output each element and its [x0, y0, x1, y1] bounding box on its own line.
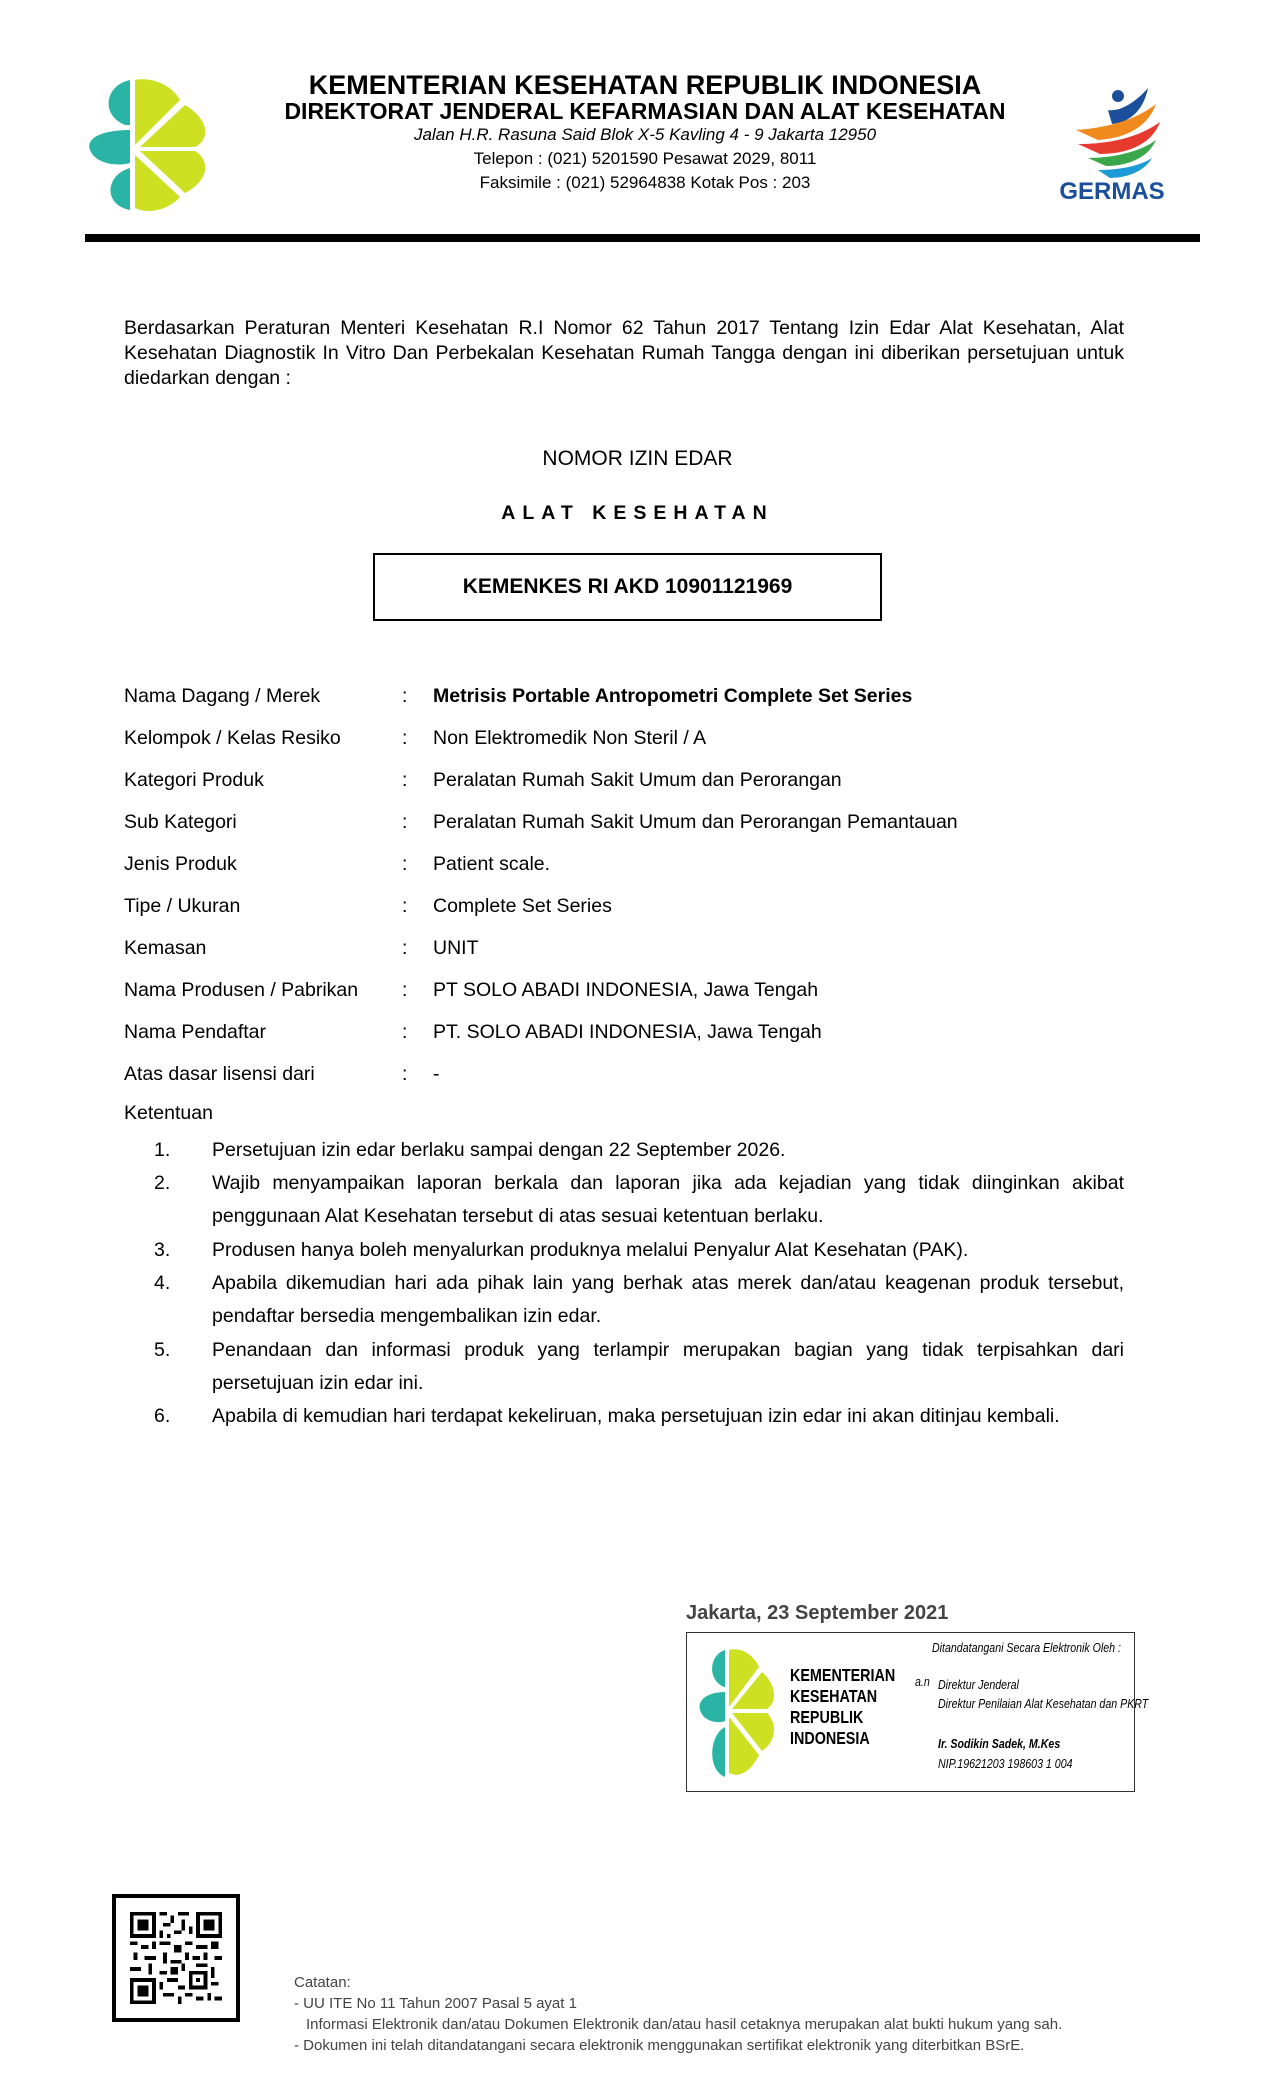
org-line: KEMENTERIAN [790, 1665, 896, 1685]
an-label: a.n [915, 1675, 930, 1689]
field-row [124, 1017, 1124, 1047]
field-colon: : [402, 1021, 408, 1043]
field-label: Atas dasar lisensi dari [124, 1063, 315, 1085]
field-value: PT SOLO ABADI INDONESIA, Jawa Tengah [433, 979, 819, 1001]
field-label: Nama Pendaftar [124, 1021, 266, 1043]
condition-number: 5. [154, 1339, 171, 1361]
field-label: Kategori Produk [124, 769, 264, 791]
condition-number: 1. [154, 1139, 171, 1161]
field-row [124, 723, 1124, 753]
field-value: PT. SOLO ABADI INDONESIA, Jawa Tengah [433, 1021, 822, 1043]
signer-name: Ir. Sodikin Sadek, M.Kes [938, 1737, 1061, 1751]
field-row [124, 891, 1124, 921]
field-colon: : [402, 853, 408, 875]
org-line: INDONESIA [790, 1728, 870, 1748]
field-label: Nama Dagang / Merek [124, 685, 321, 707]
notes-title: Catatan: [294, 1974, 351, 1991]
kemenkes-logo [85, 75, 215, 215]
registration-number-box [373, 553, 882, 621]
notes-line: Informasi Elektronik dan/atau Dokumen Elektronik dan/atau hasil cetaknya merupakan alat bukti hukum yang sah. [306, 2016, 1063, 2033]
notes-line: - Dokumen ini telah ditandatangani secara elektronik menggunakan sertifikat elektronik yang diterbitkan BSrE. [294, 2037, 1025, 2054]
field-value: Complete Set Series [433, 895, 612, 917]
field-row [124, 807, 1124, 837]
nomor-izin-title: NOMOR IZIN EDAR [542, 447, 733, 470]
field-row [124, 765, 1124, 795]
field-label: Nama Produsen / Pabrikan [124, 979, 359, 1001]
field-value: - [433, 1063, 440, 1085]
qr-code[interactable] [112, 1894, 240, 2022]
notes-line: - UU ITE No 11 Tahun 2007 Pasal 5 ayat 1 [294, 1995, 577, 2012]
condition-text: Penandaan dan informasi produk yang terlampir merupakan bagian yang tidak terpisahkan dari persetujuan izin edar ini. [212, 1339, 1124, 1394]
position-line1: Direktur Jenderal [938, 1678, 1019, 1692]
field-colon: : [402, 937, 408, 959]
condition-text: Apabila di kemudian hari terdapat kekeliruan, maka persetujuan izin edar ini akan ditinjau kembali. [212, 1405, 1060, 1427]
field-colon: : [402, 1063, 408, 1085]
field-row [124, 849, 1124, 879]
field-label: Tipe / Ukuran [124, 895, 241, 917]
intro-paragraph: Berdasarkan Peraturan Menteri Kesehatan R.I Nomor 62 Tahun 2017 Tentang Izin Edar Alat Kesehatan, Alat Kesehatan Diagnostik In Vitro Dan Perbekalan Kesehatan Rumah Tangga dengan ini diberikan persetujuan untuk diedarkan dengan : [124, 317, 1124, 389]
condition-number: 2. [154, 1172, 171, 1194]
fax: Faksimile : (021) 52964838 Kotak Pos : 203 [479, 173, 811, 192]
field-value: UNIT [433, 937, 479, 959]
field-value: Patient scale. [433, 853, 551, 875]
field-colon: : [402, 769, 408, 791]
field-value: Peralatan Rumah Sakit Umum dan Perorangan [433, 769, 842, 791]
germas-logo [1048, 82, 1176, 202]
field-colon: : [402, 685, 408, 707]
condition-text: Wajib menyampaikan laporan berkala dan laporan jika ada kejadian yang tidak diinginkan akibat penggunaan Alat Kesehatan tersebut di atas sesuai ketentuan berlaku. [212, 1172, 1124, 1227]
signer-organization [790, 1665, 905, 1749]
field-row [124, 933, 1124, 963]
header-divider [85, 234, 1200, 242]
directorate-name: DIREKTORAT JENDERAL KEFARMASIAN DAN ALAT KESEHATAN [284, 98, 1006, 124]
e-signature-box [686, 1632, 1149, 1792]
org-line: KESEHATAN [790, 1686, 878, 1706]
condition-text: Produsen hanya boleh menyalurkan produknya melalui Penyalur Alat Kesehatan (PAK). [212, 1239, 969, 1261]
field-value: Non Elektromedik Non Steril / A [433, 727, 707, 749]
signed-electronically-label: Ditandatangani Secara Elektronik Oleh : [932, 1641, 1122, 1655]
field-colon: : [402, 727, 408, 749]
category-title: ALAT KESEHATAN [501, 502, 774, 524]
address: Jalan H.R. Rasuna Said Blok X-5 Kavling 4 - 9 Jakarta 12950 [413, 125, 877, 144]
field-label: Sub Kategori [124, 811, 237, 833]
field-colon: : [402, 895, 408, 917]
position-line2: Direktur Penilaian Alat Kesehatan dan PKRT [938, 1697, 1149, 1711]
signer-nip: NIP.19621203 198603 1 004 [938, 1757, 1073, 1771]
kemenkes-seal-logo [697, 1645, 777, 1785]
germas-label: GERMAS [1059, 178, 1165, 202]
ministry-name: KEMENTERIAN KESEHATAN REPUBLIK INDONESIA [308, 70, 982, 100]
condition-number: 3. [154, 1239, 171, 1261]
qr-code-pattern [130, 1912, 222, 2004]
field-label: Kemasan [124, 937, 207, 959]
field-value: Peralatan Rumah Sakit Umum dan Perorangan Pemantauan [433, 811, 958, 833]
footnotes [294, 1972, 1062, 2056]
condition-text: Persetujuan izin edar berlaku sampai dengan 22 September 2026. [212, 1139, 786, 1161]
registration-number: KEMENKES RI AKD 10901121969 [462, 575, 793, 598]
condition-number: 4. [154, 1272, 171, 1294]
field-row [124, 1059, 1124, 1089]
place-date: Jakarta, 23 September 2021 [686, 1602, 949, 1624]
ketentuan-title: Ketentuan [124, 1102, 213, 1124]
phone: Telepon : (021) 5201590 Pesawat 2029, 8011 [473, 149, 817, 168]
field-row [124, 681, 1124, 711]
org-line: REPUBLIK [790, 1707, 864, 1727]
field-colon: : [402, 811, 408, 833]
condition-text: Apabila dikemudian hari ada pihak lain yang berhak atas merek dan/atau keagenan produk tersebut, pendaftar bersedia mengembalikan izin edar. [212, 1272, 1124, 1327]
field-value: Metrisis Portable Antropometri Complete Set Series [433, 685, 913, 707]
field-colon: : [402, 979, 408, 1001]
field-label: Kelompok / Kelas Resiko [124, 727, 341, 749]
field-row [124, 975, 1124, 1005]
condition-number: 6. [154, 1405, 171, 1427]
field-label: Jenis Produk [124, 853, 237, 875]
